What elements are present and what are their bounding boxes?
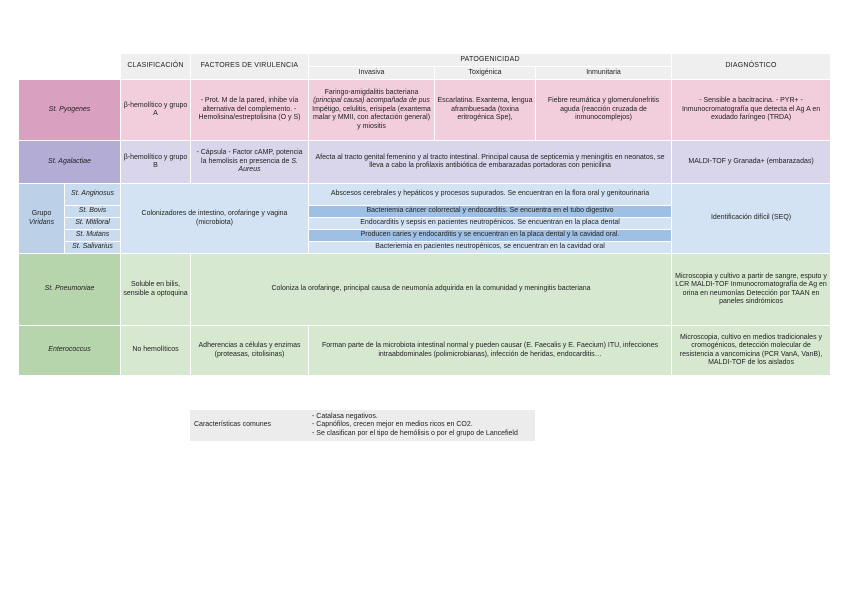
organism-name-mitiloral: St. Mitiloral	[65, 218, 121, 230]
patogenicidad-cell: Producen caries y endocarditis y se encuentran en la placa dental y la cavidad oral.	[309, 230, 672, 242]
organism-name-mutans: St. Mutans	[65, 230, 121, 242]
invasiva-line-c: Impétigo, celulitis, erisipela (exantema malar y MMII, con afectación general) y miositis	[312, 105, 431, 130]
clasificacion-cell: β-hemolítico y grupo B	[121, 141, 191, 184]
header-diagnostico: DIAGNÓSTICO	[672, 54, 831, 80]
patogenicidad-cell: Abscesos cerebrales y hepáticos y procesos supurados. Se encuentran en la flora oral y genitourinaria	[309, 184, 672, 206]
toxigenica-cell: Escarlatina. Exantema, lengua aframbuesada (toxina eritrogénica Spe),	[435, 80, 536, 141]
patogenicidad-cell: Bacteriemia en pacientes neutropénicos, se encuentran en la cavidad oral	[309, 242, 672, 254]
patogenicidad-cell: Forman parte de la microbiota intestinal normal y pueden causar (E. Faecalis y E. Faecium) ITU, infecciones intraabdominales (polimicrobianas), infección de heridas, endocarditis…	[309, 326, 672, 376]
common-item: - Catalasa negativos.	[312, 413, 378, 420]
invasiva-cell	[309, 80, 435, 141]
organism-name-enterococcus: Enterococcus	[19, 326, 121, 376]
table-row	[19, 326, 831, 376]
header-patogenicidad: PATOGENICIDAD	[309, 54, 672, 67]
table-row	[19, 184, 831, 206]
group-label-a: Grupo	[31, 210, 52, 218]
clasificacion-cell: Colonizadores de intestino, orofaringe y vagina (microbiota)	[121, 184, 309, 254]
header-clasificacion: CLASIFICACIÓN	[121, 54, 191, 80]
group-viridans-label	[19, 184, 65, 254]
common-items	[308, 410, 535, 441]
factores-cell	[191, 141, 309, 184]
table-row	[19, 254, 831, 326]
streptococcus-table	[18, 53, 831, 376]
invasiva-line-a: Faringo-amigdalitis bacteriana	[324, 88, 419, 96]
diagnostico-cell: Microscopia, cultivo en medios tradicionales y cromogénicos, detección molecular de resistencia a vancomicina (PCR VanA, VanB), MALDI-TOF de los aislados	[672, 326, 831, 376]
inmunitaria-cell: Fiebre reumática y glomerulonefritis aguda (reacción cruzada de inmunocomplejos)	[536, 80, 672, 141]
invasiva-line-b: (principal causa) acompañada de pus	[313, 97, 430, 105]
clasificacion-cell: No hemolíticos	[121, 326, 191, 376]
factores-cell: - Prot. M de la pared, inhibe vía alternativa del complemento. - Hemolisina/estreptolisina (O y S)	[191, 80, 309, 141]
factores-line-b: S. Aureus	[238, 157, 298, 174]
table-row	[19, 141, 831, 184]
common-item: - Capnófilos, crecen mejor en medios ricos en CO2.	[312, 421, 473, 429]
diagnostico-cell: Microscopia y cultivo a partir de sangre, esputo y LCR MALDI-TOF Inmunocromatografía de Ag en orina en neumonías Detección por TAAN en paneles sindrómicos	[672, 254, 831, 326]
table-row	[19, 80, 831, 141]
organism-name-agalactiae: St. Agalactiae	[19, 141, 121, 184]
factores-line-a: - Cápsula - Factor cAMP, potencia la hemolisis en presencia de	[196, 149, 303, 165]
diagnostico-cell: MALDI-TOF y Granada+ (embarazadas)	[672, 141, 831, 184]
organism-name-salivarius: St. Salivarius	[65, 242, 121, 254]
patogenicidad-cell: Afecta al tracto genital femenino y al tracto intestinal. Principal causa de septicemia y meningitis en neonatos, se lleva a cabo la profilaxis antibiótica de embarazadas portadoras con penicilina	[309, 141, 672, 184]
diagnostico-cell: Identificación difícil (SEQ)	[672, 184, 831, 254]
organism-name-pneumoniae: St. Pneumoniae	[19, 254, 121, 326]
clasificacion-cell: β-hemolítico y grupo A	[121, 80, 191, 141]
patogenicidad-cell: Coloniza la orofaringe, principal causa de neumonía adquirida en la comunidad y meningitis bacteriana	[191, 254, 672, 326]
patogenicidad-cell: Bacteriemia cáncer colorrectal y endocarditis. Se encuentra en el tubo digestivo	[309, 206, 672, 218]
group-label-b: Viridans	[28, 218, 55, 226]
header-invasiva: Invasiva	[309, 67, 435, 80]
factores-cell: Adherencias a células y enzimas (proteasas, citolisinas)	[191, 326, 309, 376]
clasificacion-cell: Soluble en bilis, sensible a optoquina	[121, 254, 191, 326]
organism-name-anginosus: St. Anginosus	[65, 184, 121, 206]
header-factores: FACTORES DE VIRULENCIA	[191, 54, 309, 80]
common-characteristics-table	[190, 410, 535, 441]
common-label: Características comunes	[190, 410, 308, 441]
header-blank	[19, 54, 121, 80]
header-toxigenica: Toxigénica	[435, 67, 536, 80]
organism-name-bovis: St. Bovis	[65, 206, 121, 218]
common-item: - Se clasifican por el tipo de hemólisis o por el grupo de Lancefield	[312, 429, 518, 437]
diagnostico-cell: - Sensible a bacitracina. - PYR+ - Inmunocromatografía que detecta el Ag A en exudado faríngeo (TRDA)	[672, 80, 831, 141]
header-inmunitaria: Inmunitaria	[536, 67, 672, 80]
organism-name-pyogenes: St. Pyogenes	[19, 80, 121, 141]
patogenicidad-cell: Endocarditis y sepsis en pacientes neutropénicos. Se encuentran en la placa dental	[309, 218, 672, 230]
